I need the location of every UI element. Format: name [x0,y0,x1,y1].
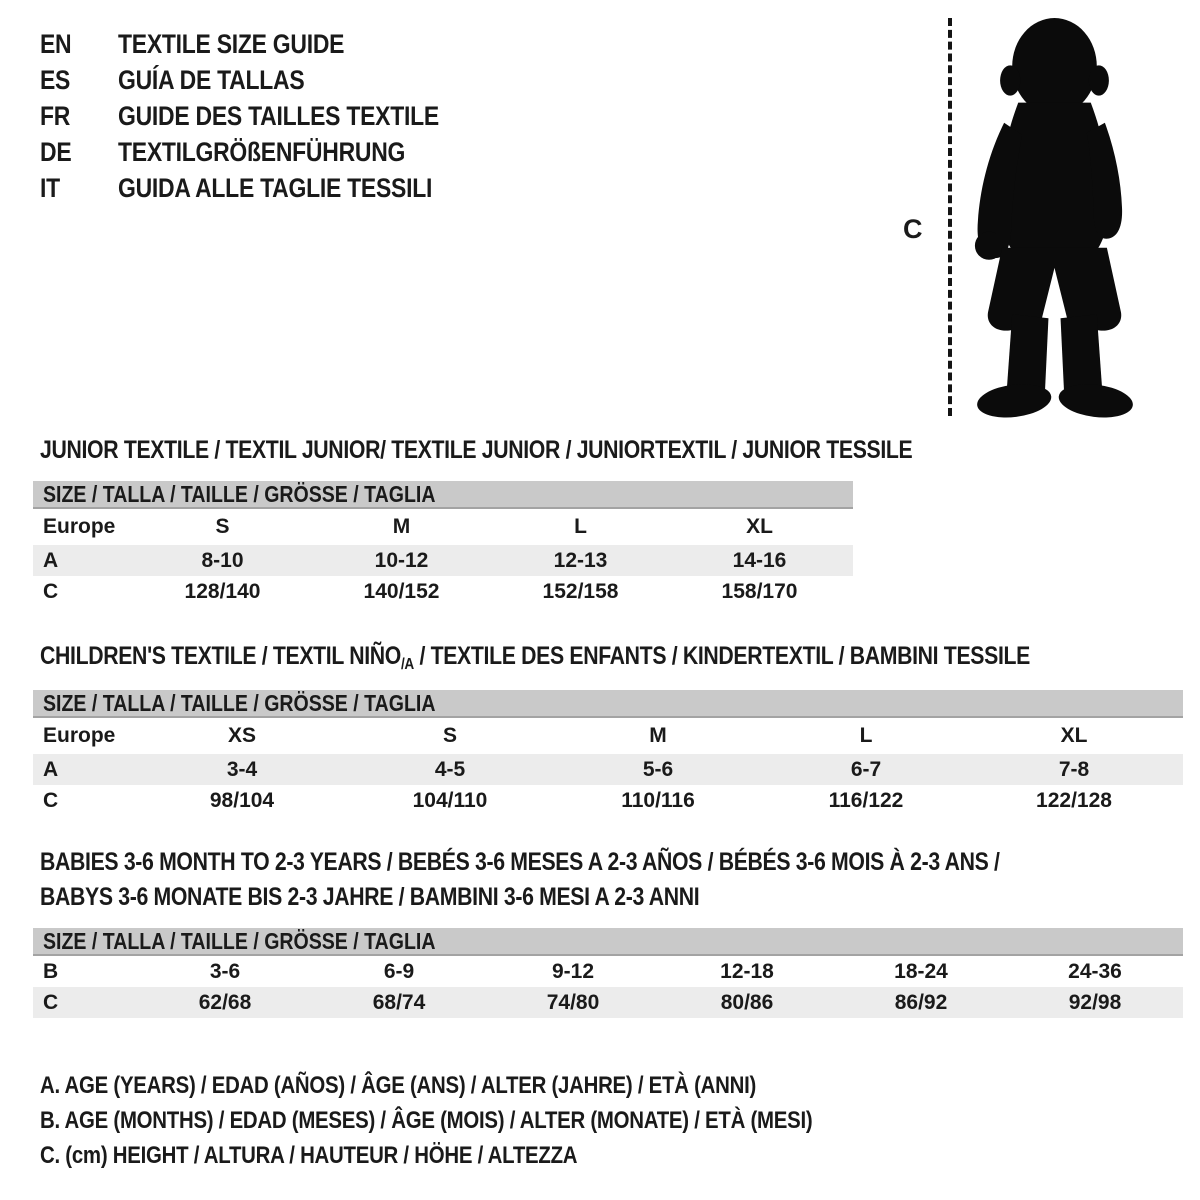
guide-title-fr: GUIDE DES TAILLES TEXTILE [118,100,439,131]
cell: 14-16 [732,548,787,572]
cell: 74/80 [546,990,600,1014]
guide-title-de: TEXTILGRÖßENFÜHRUNG [118,136,406,167]
cell: 86/92 [894,990,948,1014]
row-label: A [43,548,59,572]
cell: 8-10 [201,548,244,572]
babies-size-table [33,928,1183,1018]
children-size-table [33,690,1183,816]
legend-line-c: C. (cm) HEIGHT / ALTURA / HAUTEUR / HÖHE / ALTEZZA [40,1142,578,1169]
lang-code: DE [40,136,72,167]
junior-section-title: JUNIOR TEXTILE / TEXTIL JUNIOR/ TEXTILE JUNIOR / JUNIORTEXTIL / JUNIOR TESSILE [40,436,913,464]
cell: 158/170 [721,579,798,603]
cell: 18-24 [894,959,948,983]
cell: 62/68 [198,990,252,1014]
cell: 80/86 [720,990,774,1014]
lang-row-fr [40,98,496,134]
guide-title-en: TEXTILE SIZE GUIDE [118,28,345,59]
size-header-bar: SIZE / TALLA / TAILLE / GRÖSSE / TAGLIA [33,690,1183,718]
lang-row-es [40,62,496,98]
cell: 140/152 [363,579,440,603]
cell: 9-12 [551,959,595,983]
column-header: S [215,515,230,538]
table-row-age [33,754,1183,785]
column-header: L [574,515,587,538]
cell: 122/128 [1036,788,1112,812]
column-header: XL [746,515,773,538]
column-header: XS [227,724,256,747]
toddler-silhouette-icon [960,14,1150,422]
lang-code: EN [40,28,72,59]
lang-row-de [40,134,496,170]
cell: 12-18 [720,959,774,983]
cell: 3-4 [226,757,258,781]
cell: 6-7 [850,757,882,781]
cell: 5-6 [642,757,674,781]
title-subscript: /A [400,656,414,673]
cell: 68/74 [372,990,426,1014]
column-header: Europe [43,515,116,538]
lang-row-it [40,170,496,206]
table-row-age [33,545,853,576]
table-header-row [33,509,853,545]
lang-code: ES [40,64,71,95]
guide-title-es: GUÍA DE TALLAS [118,64,305,95]
cell: 24-36 [1068,959,1122,983]
cell: 110/116 [621,788,695,812]
column-header: M [392,515,411,538]
cell: 116/122 [828,788,904,812]
cell: 7-8 [1058,757,1090,781]
legend-line-b: B. AGE (MONTHS) / EDAD (MESES) / ÂGE (MOIS) / ALTER (MONATE) / ETÀ (MESI) [40,1107,813,1134]
table-row-height [33,576,853,607]
cell: 98/104 [209,788,275,812]
cell: 10-12 [374,548,429,572]
lang-code: IT [40,172,60,203]
legend-line-a: A. AGE (YEARS) / EDAD (AÑOS) / ÂGE (ANS) / ALTER (JAHRE) / ETÀ (ANNI) [40,1072,757,1099]
row-label: A [43,757,59,781]
cell: 104/110 [412,788,488,812]
size-header-bar: SIZE / TALLA / TAILLE / GRÖSSE / TAGLIA [33,928,1183,956]
babies-section-title-line2: BABYS 3-6 MONATE BIS 2-3 JAHRE / BAMBINI 3-6 MESI A 2-3 ANNI [40,883,700,911]
column-header: XL [1060,724,1088,747]
table-row-age-months [33,956,1183,987]
junior-size-table [33,481,853,607]
table-row-height [33,785,1183,816]
column-header: M [649,724,667,747]
language-title-list [40,26,496,206]
height-measure-dashed-line [948,18,952,416]
height-measure-label: C [903,214,923,244]
table-header-row [33,718,1183,754]
column-header: S [442,724,457,747]
cell: 12-13 [553,548,608,572]
size-header-bar: SIZE / TALLA / TAILLE / GRÖSSE / TAGLIA [33,481,853,509]
row-label: B [43,959,59,983]
table-row-height [33,987,1183,1018]
cell: 92/98 [1068,990,1122,1014]
cell: 4-5 [434,757,466,781]
row-label: C [43,990,59,1014]
cell: 3-6 [209,959,241,983]
cell: 6-9 [383,959,415,983]
guide-title-it: GUIDA ALLE TAGLIE TESSILI [118,172,433,203]
children-section-title: CHILDREN'S TEXTILE / TEXTIL $NIÑO_{/A}$ / TEXTILE DES ENFANTS / KINDERTEXTIL / BAMBINI TESSILE [40,642,1030,673]
column-header: L [859,724,873,747]
row-label: C [43,579,59,603]
lang-row-en [40,26,496,62]
cell: 128/140 [184,579,261,603]
column-header: Europe [43,724,116,747]
babies-section-title-line1: BABIES 3-6 MONTH TO 2-3 YEARS / BEBÉS 3-6 MESES A 2-3 AÑOS / BÉBÉS 3-6 MOIS À 2-3 ANS / [40,848,1000,876]
cell: 152/158 [542,579,619,603]
lang-code: FR [40,100,71,131]
row-label: C [43,788,59,812]
